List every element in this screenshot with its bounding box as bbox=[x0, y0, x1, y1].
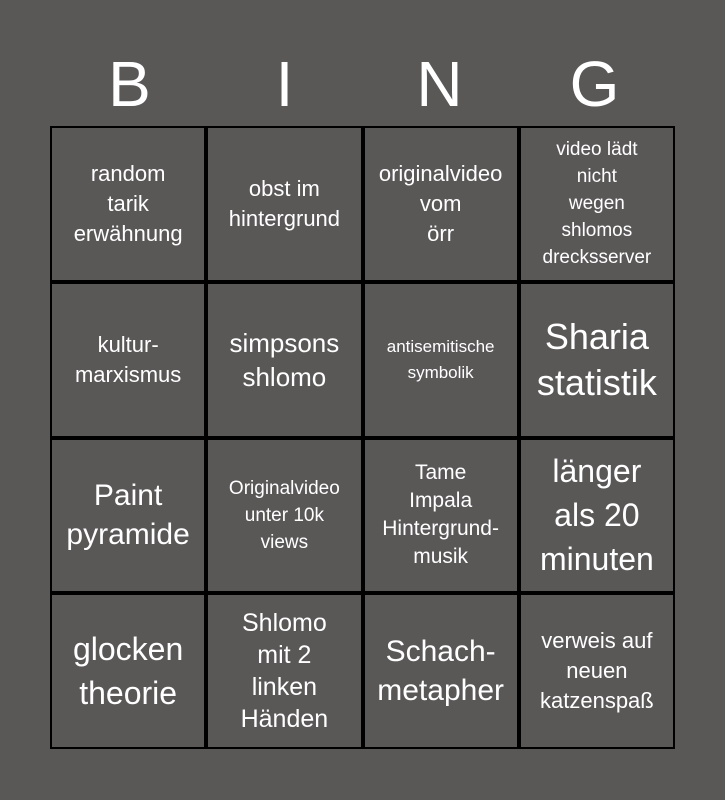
bingo-cell[interactable] bbox=[52, 284, 204, 436]
header-letter-b: B bbox=[108, 48, 151, 120]
bingo-cell[interactable] bbox=[208, 128, 360, 280]
bingo-cell[interactable] bbox=[365, 595, 517, 747]
header-letter-n: N bbox=[416, 48, 463, 120]
bingo-cell[interactable] bbox=[208, 440, 360, 592]
cell-text: random tarik erwähnung bbox=[73, 160, 183, 246]
bingo-cell[interactable] bbox=[365, 284, 517, 436]
cell-text: Paint pyramide bbox=[66, 479, 190, 552]
bingo-cell[interactable] bbox=[521, 440, 673, 592]
cell-text: Originalvideo unter 10k views bbox=[228, 477, 340, 553]
cell-text: Schach- metapher bbox=[377, 635, 504, 708]
bingo-cell[interactable] bbox=[208, 284, 360, 436]
cell-text: glocken theorie bbox=[72, 631, 184, 712]
cell-text: simpsons shlomo bbox=[229, 327, 340, 392]
cell-text: antisemitische symbolik bbox=[386, 336, 495, 382]
cell-text: verweis auf neuen katzenspaß bbox=[540, 628, 654, 714]
bingo-cell[interactable] bbox=[365, 128, 517, 280]
cell-text: Sharia statistik bbox=[536, 315, 657, 403]
cell-text: länger als 20 minuten bbox=[539, 453, 654, 578]
bingo-cell[interactable] bbox=[521, 284, 673, 436]
cell-text: originalvideo vom örr bbox=[378, 160, 503, 246]
cell-text: video lädt nicht wegen shlomos drecksserver bbox=[542, 139, 652, 269]
cell-text: Shlomo mit 2 linken Händen bbox=[240, 609, 329, 734]
bingo-cell[interactable] bbox=[208, 595, 360, 747]
bingo-cell[interactable] bbox=[52, 440, 204, 592]
bingo-cell[interactable] bbox=[52, 128, 204, 280]
bingo-cell[interactable] bbox=[365, 440, 517, 592]
bingo-cell[interactable] bbox=[521, 595, 673, 747]
bingo-header bbox=[52, 48, 672, 120]
bingo-cell[interactable] bbox=[52, 595, 204, 747]
header-letter-g: G bbox=[569, 48, 620, 120]
cell-text: Tame Impala Hintergrund- musik bbox=[382, 461, 499, 569]
cell-text: obst im hintergrund bbox=[228, 175, 341, 231]
header-letter-i: I bbox=[275, 48, 294, 120]
cell-text: kultur- marxismus bbox=[74, 331, 182, 387]
bingo-cell[interactable] bbox=[521, 128, 673, 280]
bingo-board bbox=[50, 126, 675, 749]
